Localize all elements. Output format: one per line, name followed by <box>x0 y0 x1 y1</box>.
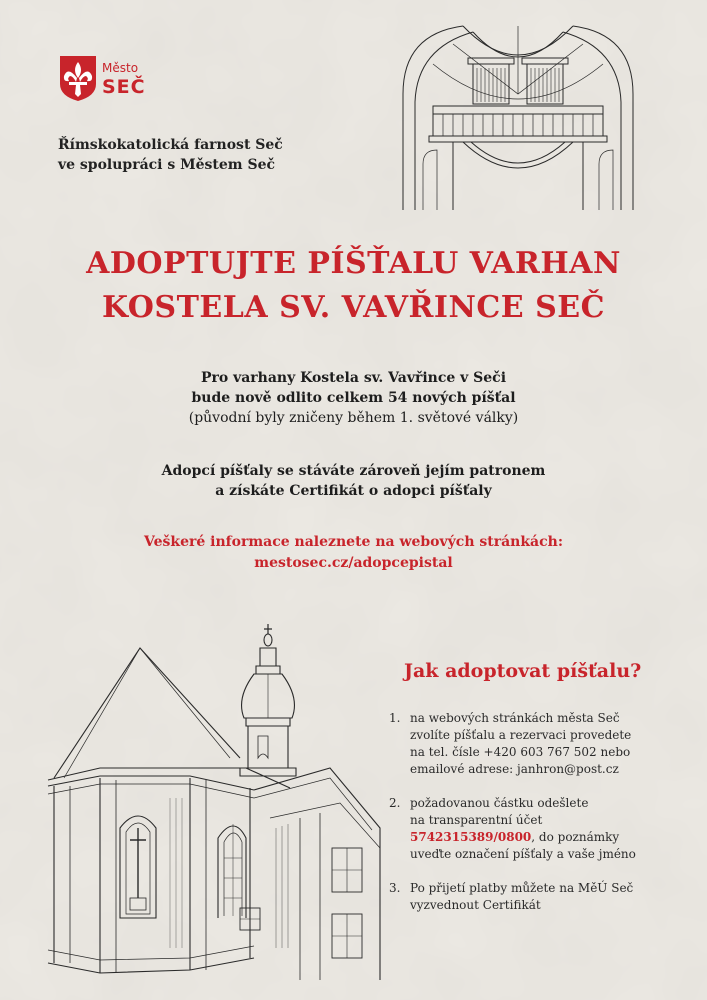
step-1-line-3: na tel. čísle +420 603 767 502 nebo <box>410 745 631 759</box>
organizer <box>58 135 283 175</box>
step-2-line-1: požadovanou částku odešlete <box>410 796 589 810</box>
step-number: 2. <box>389 796 401 810</box>
step-number: 1. <box>389 711 401 725</box>
intro-line-1: Pro varhany Kostela sv. Vavřince v Seči <box>200 370 507 386</box>
organ-loft-drawing <box>393 24 643 210</box>
step-2-line-4: uveďte označení píšťaly a vaše jméno <box>410 847 636 861</box>
step-2-line-3-rest: , do poznámky <box>531 830 620 844</box>
logo-word-sec: SEČ <box>102 76 146 98</box>
headline-line-1: ADOPTUJTE PÍŠŤALU VARHAN <box>86 246 621 281</box>
step-2-line-3 <box>410 829 689 846</box>
headline-line-2: KOSTELA SV. VAVŘINCE SEČ <box>102 290 605 325</box>
bank-account: 5742315389/0800 <box>410 830 532 844</box>
intro-line-3: (původní byly zničeny během 1. světové války) <box>188 410 519 426</box>
step-3-line-2: vyzvednout Certifikát <box>410 898 541 912</box>
headline <box>0 242 707 330</box>
adoption-line-1: Adopcí píšťaly se stáváte zároveň jejím patronem <box>161 463 546 479</box>
town-logo <box>58 54 168 116</box>
step-3-line-1: Po přijetí platby můžete na MěÚ Seč <box>410 881 634 895</box>
website-info <box>0 532 707 574</box>
step-1-line-4: emailové adrese: janhron@post.cz <box>410 762 619 776</box>
intro-text <box>0 368 707 428</box>
step-1-line-1: na webových stránkách města Seč <box>410 711 620 725</box>
adoption-benefit <box>0 461 707 501</box>
step-1-line-2: zvolíte píšťalu a rezervaci provedete <box>410 728 632 742</box>
step-2-line-2: na transparentní účet <box>410 813 543 827</box>
howto-title: Jak adoptovat píšťalu? <box>404 660 642 682</box>
fleur-de-lis-icon <box>58 54 98 102</box>
intro-line-2: bude nově odlito celkem 54 nových píšťal <box>191 390 516 406</box>
website-label: Veškeré informace naleznete na webových stránkách: <box>144 534 563 550</box>
organizer-line-1: Římskokatolická farnost Seč <box>58 137 283 153</box>
adoption-line-2: a získáte Certifikát o adopci píšťaly <box>215 483 492 499</box>
website-url[interactable]: mestosec.cz/adopcepistal <box>254 555 453 571</box>
howto-steps <box>389 710 689 931</box>
logo-word-mesto: Město <box>102 61 139 75</box>
step-number: 3. <box>389 881 401 895</box>
step-2 <box>389 795 689 863</box>
church-drawing <box>40 618 385 980</box>
step-1 <box>389 710 689 778</box>
step-3 <box>389 880 689 914</box>
organizer-line-2: ve spolupráci s Městem Seč <box>58 157 276 173</box>
